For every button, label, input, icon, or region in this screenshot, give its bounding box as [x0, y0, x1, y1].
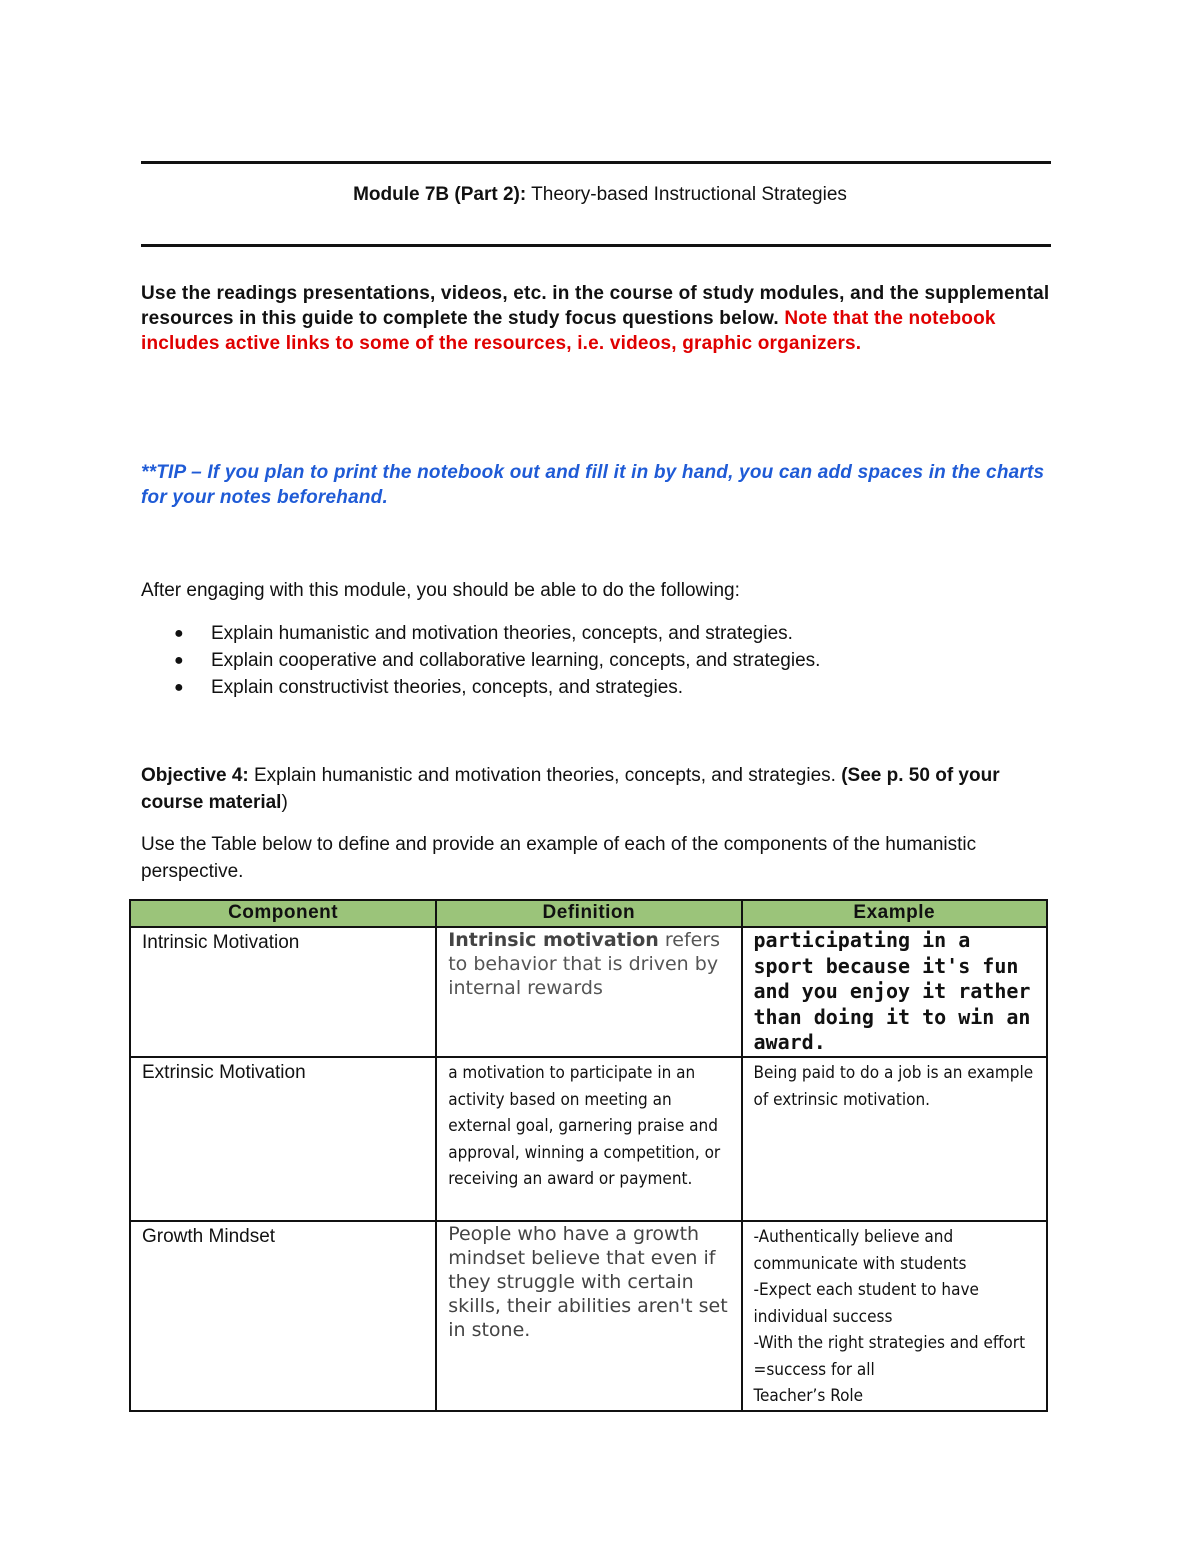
objective-reference: (See p. 50 of your course material [141, 765, 1000, 813]
table-header-row [130, 900, 1047, 927]
table-row [130, 1057, 1047, 1221]
objective-label: Objective 4: [141, 765, 249, 786]
example-cell [742, 1221, 1048, 1411]
objective-text: Explain humanistic and motivation theories, concepts, and strategies. [254, 765, 836, 786]
example-line: -Authentically believe and communicate with students [753, 1227, 967, 1274]
example-line: -With the right strategies and effort =success for all [753, 1333, 1026, 1380]
component-cell: Extrinsic Motivation [130, 1057, 436, 1221]
bullet-icon: ● [174, 625, 184, 642]
table-instruction: Use the Table below to define and provide an example of each of the components of the humanistic perspective. [141, 834, 977, 882]
module-label: Module 7B (Part 2): [353, 184, 527, 205]
outcomes-list [141, 620, 820, 701]
column-header-component: Component [130, 900, 436, 927]
definition-cell: a motivation to participate in an activity based on meeting an external goal, garnering praise and approval, winning a competition, or receiving an award or payment. [436, 1057, 741, 1221]
definition-text: refers to behavior that is driven by internal rewards [448, 929, 721, 999]
module-title: Theory-based Instructional Strategies [531, 184, 847, 205]
bullet-icon: ● [174, 679, 184, 696]
table-row [130, 1221, 1047, 1411]
example-line: -Expect each student to have individual success [753, 1280, 979, 1327]
example-cell: Being paid to do a job is an example of extrinsic motivation. [742, 1057, 1048, 1221]
component-cell: Intrinsic Motivation [130, 927, 436, 1057]
example-cell: participating in a sport because it's fun and you enjoy it rather than doing it to win an award. [742, 927, 1048, 1057]
bullet-icon: ● [174, 652, 184, 669]
table-row [130, 927, 1047, 1057]
column-header-example: Example [742, 900, 1048, 927]
humanistic-components-table [129, 899, 1048, 1412]
bottom-divider [141, 244, 1051, 247]
list-item: ● Explain cooperative and collaborative learning, concepts, and strategies. [141, 647, 820, 674]
list-item: ● Explain constructivist theories, concepts, and strategies. [141, 674, 820, 701]
top-divider [141, 161, 1051, 164]
intro-paragraph [141, 281, 1061, 356]
definition-term: Intrinsic motivation [448, 929, 659, 951]
component-cell: Growth Mindset [130, 1221, 436, 1411]
definition-cell [436, 927, 741, 1057]
page-title [0, 184, 1200, 206]
intro-note-text: Note that the notebook includes active links to some of the resources, i.e. videos, graphic organizers. [141, 308, 996, 354]
list-item: ● Explain humanistic and motivation theories, concepts, and strategies. [141, 620, 820, 647]
tip-text: **TIP – If you plan to print the notebook out and fill it in by hand, you can add spaces in the charts for your notes beforehand. [141, 462, 1045, 508]
intro-bold-text: Use the readings presentations, videos, etc. in the course of study modules, and the supplemental resources in this guide to complete the study focus questions below. [141, 283, 1050, 329]
column-header-definition: Definition [436, 900, 741, 927]
example-line: Teacher’s Role [753, 1386, 864, 1406]
objective-4 [141, 762, 1061, 816]
definition-cell: People who have a growth mindset believe that even if they struggle with certain skills, their abilities aren't set in stone. [436, 1221, 741, 1411]
objective-reference-close: ) [281, 792, 288, 813]
outcomes-lead: After engaging with this module, you should be able to do the following: [141, 580, 740, 601]
